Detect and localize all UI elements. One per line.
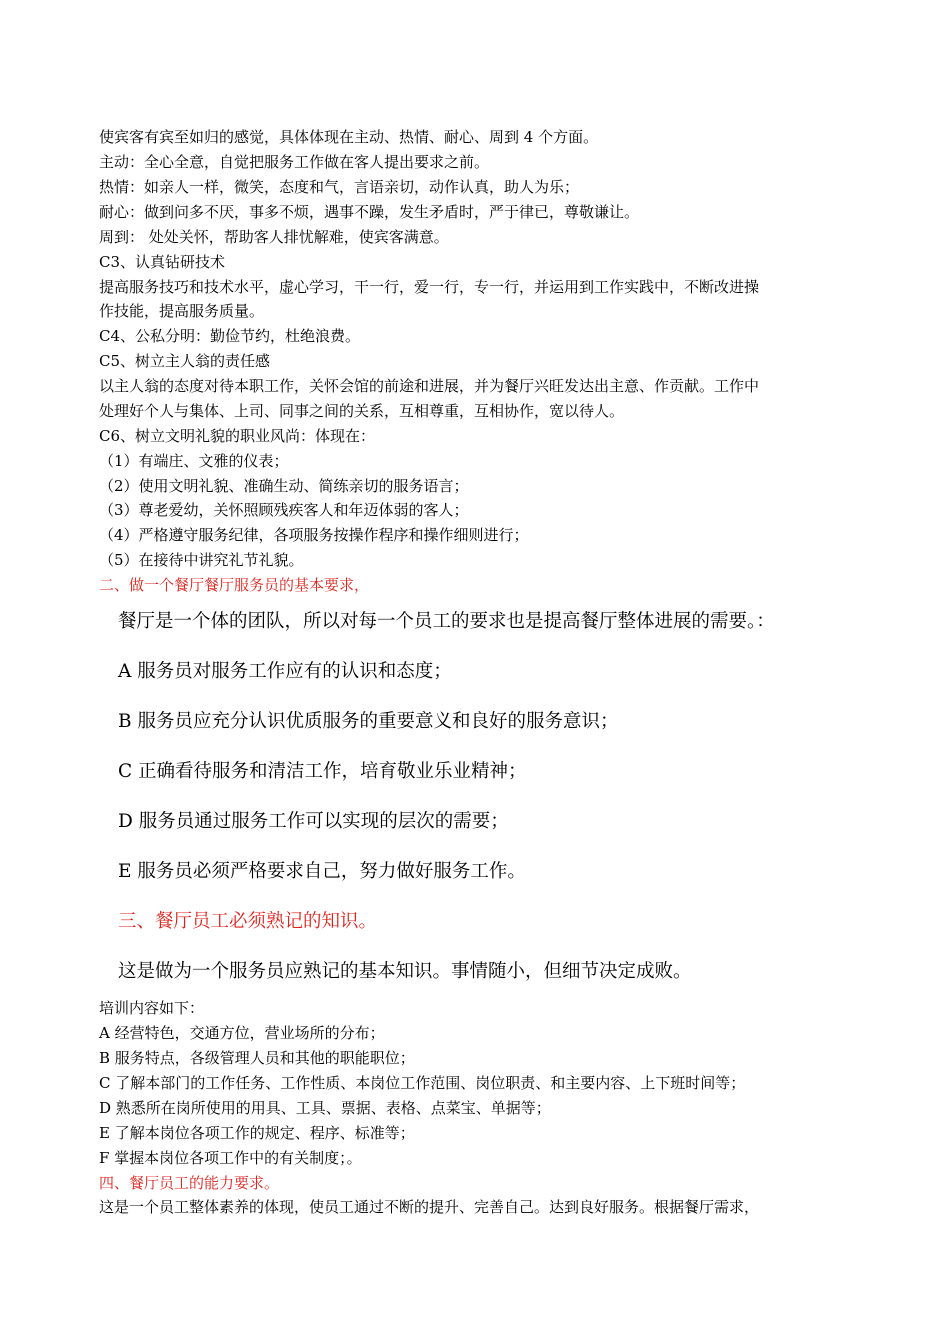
c3-line-2: 作技能，提高服务质量。 [99, 302, 265, 320]
section-3-intro: 这是做为一个服务员应熟记的基本知识。事情随小，但细节决定成败。 [118, 961, 692, 982]
c3-title: C3、认真钻研技术 [99, 253, 226, 271]
training-title: 培训内容如下： [99, 999, 205, 1017]
requirement-item: D 服务员通过服务工作可以实现的层次的需要； [118, 811, 509, 832]
attitude-warm: 热情：如亲人一样，微笑，态度和气，言语亲切，动作认真，助人为乐； [99, 178, 580, 196]
c6-item: （4）严格遵守服务纪律，各项服务按操作程序和操作细则进行； [99, 526, 529, 544]
section-4-heading: 四、餐厅员工的能力要求。 [99, 1174, 280, 1192]
requirement-item: A 服务员对服务工作应有的认识和态度； [118, 661, 452, 682]
section-2-intro: 餐厅是一个体的团队，所以对每一个员工的要求也是提高餐厅整体进展的需要。： [118, 611, 775, 632]
training-item: C 了解本部门的工作任务、工作性质、本岗位工作范围、岗位职责、和主要内容、上下班时间等； [99, 1074, 746, 1092]
service-attitude-intro: 使宾客有宾至如归的感觉，具体体现在主动、热情、耐心、周到 4 个方面。 [99, 128, 599, 146]
c6-item: （2）使用文明礼貌、准确生动、简练亲切的服务语言； [99, 477, 469, 495]
c5-line-2: 处理好个人与集体、上司、同事之间的关系，互相尊重，互相协作，宽以待人。 [99, 402, 625, 420]
training-item: E 了解本岗位各项工作的规定、程序、标准等； [99, 1124, 415, 1142]
section-3-heading: 三、餐厅员工必须熟记的知识。 [118, 911, 378, 932]
c6-title: C6、树立文明礼貌的职业风尚：体现在： [99, 427, 376, 445]
c6-item: （1）有端庄、文雅的仪表； [99, 452, 289, 470]
section-2-heading: 二、做一个餐厅餐厅服务员的基本要求， [99, 576, 370, 594]
attitude-patient: 耐心：做到问多不厌，事多不烦，遇事不躁，发生矛盾时，严于律已，尊敬谦让。 [99, 203, 640, 221]
training-item: D 熟悉所在岗所使用的用具、工具、票据、表格、点菜宝、单据等； [99, 1099, 551, 1117]
c4-line: C4、公私分明：勤俭节约，杜绝浪费。 [99, 327, 361, 345]
training-item: A 经营特色，交通方位，营业场所的分布； [99, 1024, 385, 1042]
training-item: B 服务特点，各级管理人员和其他的职能职位； [99, 1049, 415, 1067]
requirement-item: B 服务员应充分认识优质服务的重要意义和良好的服务意识； [118, 711, 619, 732]
attitude-thoughtful: 周到： 处处关怀，帮助客人排忧解难，使宾客满意。 [99, 228, 449, 246]
c6-item: （3）尊老爱幼，关怀照顾残疾客人和年迈体弱的客人； [99, 501, 469, 519]
c5-line-1: 以主人翁的态度对待本职工作，关怀会馆的前途和进展，并为餐厅兴旺发达出主意、作贡献。工作中 [99, 377, 760, 395]
c6-item: （5）在接待中讲究礼节礼貌。 [99, 551, 304, 569]
c3-line-1: 提高服务技巧和技术水平，虚心学习，干一行，爱一行，专一行，并运用到工作实践中，不断改进操 [99, 278, 760, 296]
training-item: F 掌握本岗位各项工作中的有关制度；。 [99, 1149, 362, 1167]
requirement-item: C 正确看待服务和清洁工作，培育敬业乐业精神； [118, 761, 527, 782]
section-4-line-1: 这是一个员工整体素养的体现，使员工通过不断的提升、完善自己。达到良好服务。根据餐厅需求， [99, 1198, 760, 1216]
c5-title: C5、树立主人翁的责任感 [99, 352, 271, 370]
attitude-active: 主动：全心全意，自觉把服务工作做在客人提出要求之前。 [99, 153, 490, 171]
requirement-item: E 服务员必须严格要求自己，努力做好服务工作。 [118, 861, 526, 882]
